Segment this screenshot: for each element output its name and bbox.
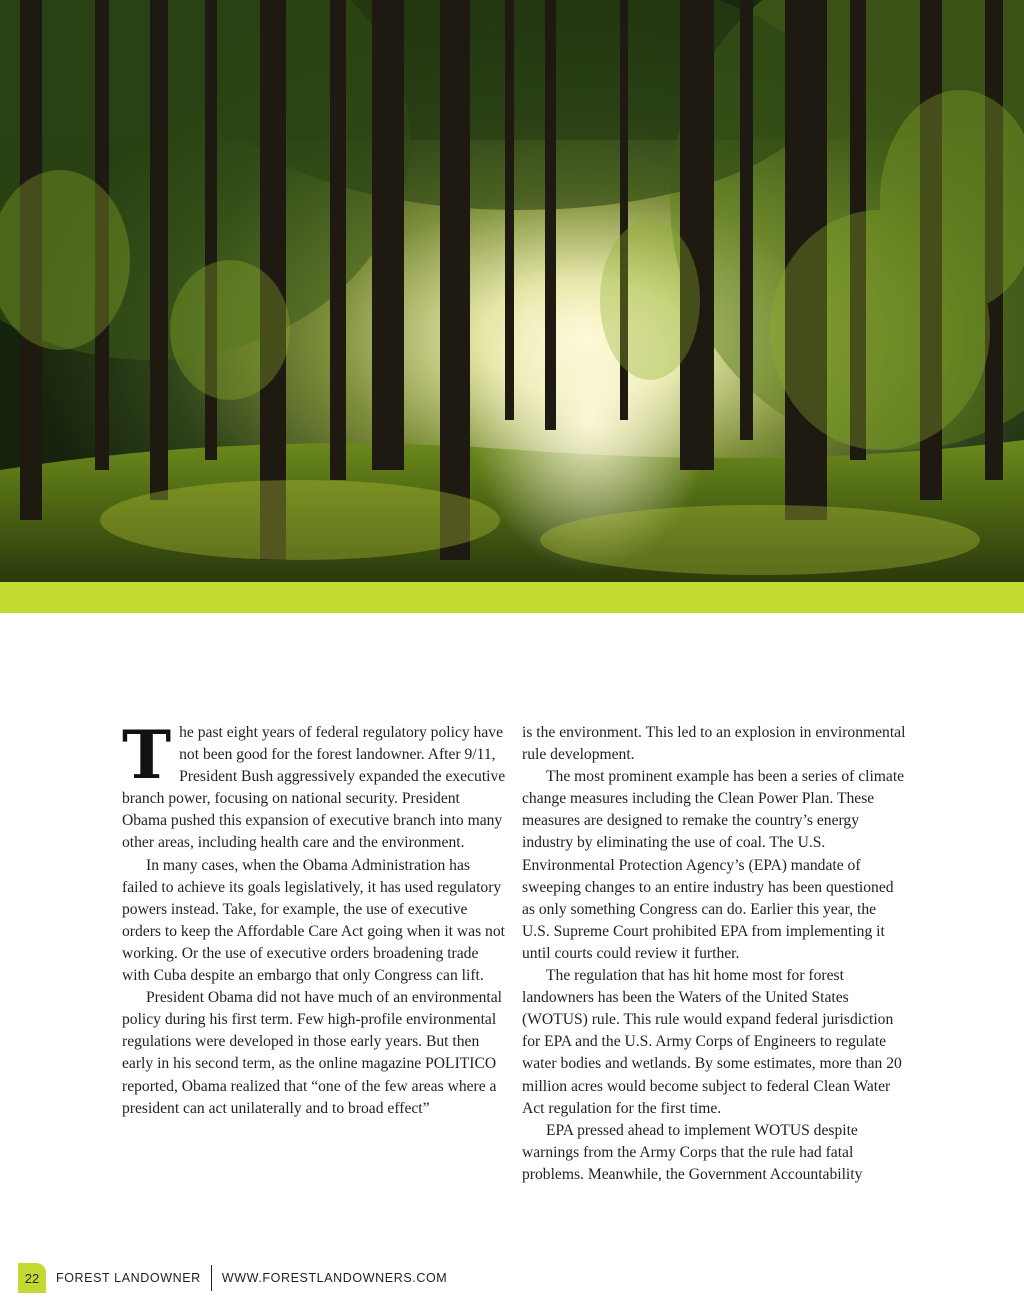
- footer-divider: [211, 1265, 212, 1291]
- article-paragraph: The most prominent example has been a series of climate change measures including the Clean Power Plan. These measures are designed to remake the country’s energy industry by eliminating the use of coal. The U.S. Environmental Protection Agency’s (EPA) mandate of sweeping changes to an entire industry has been questioned as only something Congress can do. Earlier this year, the U.S. Supreme Court prohibited EPA from implementing it until courts could review it further.: [522, 768, 905, 962]
- article-paragraph: In many cases, when the Obama Administration has failed to achieve its goals legislatively, it has used regulatory powers instead. Take, for example, the use of executive orders to keep the Affordable Care Act going when it was not working. Or the use of executive orders broadening trade with Cuba despite an embargo that only Congress can lift.: [122, 856, 505, 985]
- article-column-left: [122, 716, 506, 1120]
- article-paragraph: is the environment. This led to an explosion in environmental rule development.: [522, 724, 906, 764]
- forest-photo: [0, 0, 1024, 582]
- article-paragraph: [122, 716, 506, 855]
- page-number: 22: [18, 1263, 46, 1293]
- article-column-right: [522, 722, 906, 1186]
- accent-band: [0, 582, 1024, 613]
- forest-illustration: [0, 0, 1024, 582]
- website-link[interactable]: WWW.FORESTLANDOWNERS.COM: [221, 1271, 448, 1285]
- article-paragraph: The regulation that has hit home most for forest landowners has been the Waters of the United States (WOTUS) rule. This rule would expand federal jurisdiction for EPA and the U.S. Army Corps of Engineers to regulate water bodies and wetlands. By some estimates, more than 20 million acres would become subject to federal Clean Water Act regulation for the first time.: [522, 967, 902, 1117]
- magazine-name: FOREST LANDOWNER: [56, 1271, 201, 1285]
- drop-cap: T: [122, 716, 172, 794]
- article-paragraph: President Obama did not have much of an environmental policy during his first term. Few high-profile environmental regulations were developed in those early years. But then early in his second term, as the online magazine POLITICO reported, Obama realized that “one of the few areas where a president can act unilaterally and to broad effect”: [122, 989, 502, 1117]
- page-footer: [18, 1263, 447, 1293]
- lead-text: he past eight years of federal regulatory policy have not been good for the forest landowner. After 9/11, President Bush aggressively expanded the executive branch power, focusing on national security. President Obama pushed this expansion of executive branch into many other areas, including health care and the environment.: [122, 724, 506, 852]
- article-paragraph: EPA pressed ahead to implement WOTUS despite warnings from the Army Corps that the rule had fatal problems. Meanwhile, the Government Accountability: [522, 1121, 863, 1183]
